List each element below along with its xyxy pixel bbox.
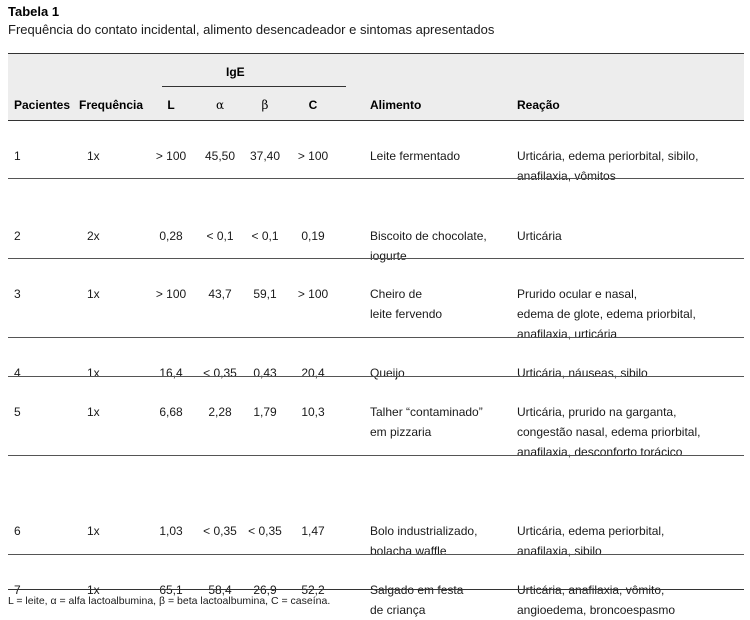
cell-ige-l: > 100 bbox=[155, 149, 187, 163]
cell-ige-c: 0,19 bbox=[301, 229, 325, 243]
cell-ige-beta: 0,43 bbox=[253, 366, 277, 380]
col-header-reacao: Reação bbox=[517, 98, 560, 112]
cell-ige-alpha: 45,50 bbox=[204, 149, 236, 163]
cell-reacao-line: Urticária, edema periorbital, sibilo, bbox=[517, 149, 699, 163]
cell-frequencia: 1x bbox=[87, 583, 100, 597]
cell-reacao bbox=[517, 284, 696, 344]
cell-alimento-line: de criança bbox=[370, 603, 426, 617]
cell-ige-c: 10,3 bbox=[301, 405, 325, 419]
cell-ige-beta: < 0,1 bbox=[251, 229, 279, 243]
cell-ige-c: 20,4 bbox=[301, 366, 325, 380]
cell-ige-alpha: 43,7 bbox=[208, 287, 232, 301]
cell-reacao-line: edema de glote, edema priorbital, bbox=[517, 307, 696, 321]
cell-reacao bbox=[517, 146, 698, 186]
cell-ige-beta: 26,9 bbox=[253, 583, 277, 597]
cell-reacao bbox=[517, 580, 675, 620]
cell-ige-c: 1,47 bbox=[301, 524, 325, 538]
table-caption-subtitle: Frequência do contato incidental, alimento desencadeador e sintomas apresentados bbox=[8, 22, 495, 37]
cell-ige-l: 65,1 bbox=[159, 583, 183, 597]
cell-alimento-line: Talher “contaminado” bbox=[370, 405, 483, 419]
cell-ige-c: > 100 bbox=[297, 287, 329, 301]
table-footnote: L = leite, α = alfa lactoalbumina, β = beta lactoalbumina, C = caseína. bbox=[8, 595, 331, 607]
cell-ige-beta: 1,79 bbox=[253, 405, 277, 419]
cell-frequencia: 1x bbox=[87, 149, 100, 163]
cell-alimento-line: Salgado em festa bbox=[370, 583, 464, 597]
table-caption-title: Tabela 1 bbox=[8, 4, 60, 19]
cell-reacao-line: Urticária, prurido na garganta, bbox=[517, 405, 677, 419]
cell-ige-alpha: < 0,35 bbox=[203, 524, 237, 538]
cell-frequencia: 1x bbox=[87, 366, 100, 380]
col-header-beta: β bbox=[261, 98, 269, 112]
cell-frequencia: 2x bbox=[87, 229, 100, 243]
cell-reacao-line: Urticária, anafilaxia, vômito, bbox=[517, 583, 665, 597]
cell-reacao bbox=[517, 226, 562, 246]
cell-alimento-line: Cheiro de bbox=[370, 287, 423, 301]
col-header-alimento: Alimento bbox=[370, 98, 422, 112]
table-row bbox=[8, 338, 744, 380]
cell-alimento-line: Leite fermentado bbox=[370, 149, 461, 163]
cell-reacao-line: anafilaxia, urticária bbox=[517, 327, 618, 341]
cell-paciente: 2 bbox=[14, 229, 21, 243]
ige-group-rule bbox=[162, 86, 346, 87]
cell-reacao-line: congestão nasal, edema priorbital, bbox=[517, 425, 701, 439]
cell-paciente: 6 bbox=[14, 524, 21, 538]
table-row bbox=[8, 259, 744, 341]
cell-reacao-line: Urticária bbox=[517, 229, 562, 243]
table-row bbox=[8, 496, 744, 558]
cell-paciente: 3 bbox=[14, 287, 21, 301]
cell-alimento bbox=[370, 284, 442, 324]
cell-reacao-line: Urticária, edema periorbital, bbox=[517, 524, 665, 538]
table-bottom-rule bbox=[8, 589, 744, 590]
cell-alimento-line: Bolo industrializado, bbox=[370, 524, 478, 538]
cell-ige-alpha: < 0,1 bbox=[206, 229, 234, 243]
cell-ige-beta: 59,1 bbox=[253, 287, 277, 301]
cell-frequencia: 1x bbox=[87, 524, 100, 538]
cell-paciente: 4 bbox=[14, 366, 21, 380]
cell-ige-l: 1,03 bbox=[159, 524, 183, 538]
row-separator bbox=[8, 455, 744, 456]
cell-reacao-line: anafilaxia, sibilo bbox=[517, 544, 602, 558]
cell-reacao-line: anafilaxia, desconforto torácico bbox=[517, 445, 683, 459]
cell-frequencia: 1x bbox=[87, 405, 100, 419]
cell-alimento-line: bolacha waffle bbox=[370, 544, 447, 558]
cell-alimento bbox=[370, 580, 463, 620]
col-header-frequencia: Frequência bbox=[79, 98, 144, 112]
cell-reacao-line: anafilaxia, vômitos bbox=[517, 169, 616, 183]
cell-reacao bbox=[517, 402, 700, 462]
cell-frequencia: 1x bbox=[87, 287, 100, 301]
cell-ige-beta: 37,40 bbox=[249, 149, 281, 163]
cell-ige-beta: < 0,35 bbox=[248, 524, 282, 538]
cell-alimento-line: iogurte bbox=[370, 249, 407, 263]
row-separator bbox=[8, 178, 744, 179]
table-header bbox=[8, 54, 744, 120]
cell-paciente: 5 bbox=[14, 405, 21, 419]
col-header-alpha: α bbox=[215, 98, 225, 112]
cell-alimento-line: em pizzaria bbox=[370, 425, 432, 439]
cell-ige-c: 52,2 bbox=[301, 583, 325, 597]
cell-alimento bbox=[370, 402, 483, 442]
cell-ige-alpha: < 0,35 bbox=[203, 366, 237, 380]
cell-ige-l: 6,68 bbox=[159, 405, 183, 419]
table-row bbox=[8, 377, 744, 459]
cell-reacao-line: Urticária, náuseas, sibilo bbox=[517, 366, 648, 380]
col-header-c: C bbox=[308, 98, 318, 112]
cell-ige-alpha: 58,4 bbox=[208, 583, 232, 597]
cell-reacao-line: Prurido ocular e nasal, bbox=[517, 287, 638, 301]
ige-group-label: IgE bbox=[226, 65, 245, 79]
cell-ige-l: 16,4 bbox=[159, 366, 183, 380]
cell-paciente: 7 bbox=[14, 583, 21, 597]
col-header-pacientes: Pacientes bbox=[14, 98, 71, 112]
cell-ige-l: 0,28 bbox=[159, 229, 183, 243]
cell-alimento-line: leite fervendo bbox=[370, 307, 443, 321]
cell-ige-alpha: 2,28 bbox=[208, 405, 232, 419]
cell-ige-c: > 100 bbox=[297, 149, 329, 163]
cell-alimento-line: Biscoito de chocolate, bbox=[370, 229, 487, 243]
table-row bbox=[8, 121, 744, 183]
cell-alimento-line: Queijo bbox=[370, 366, 405, 380]
cell-paciente: 1 bbox=[14, 149, 21, 163]
cell-alimento bbox=[370, 146, 460, 166]
cell-ige-l: > 100 bbox=[155, 287, 187, 301]
table-row bbox=[8, 201, 744, 263]
cell-reacao-line: angioedema, broncoespasmo bbox=[517, 603, 676, 617]
col-header-l: L bbox=[167, 98, 175, 112]
